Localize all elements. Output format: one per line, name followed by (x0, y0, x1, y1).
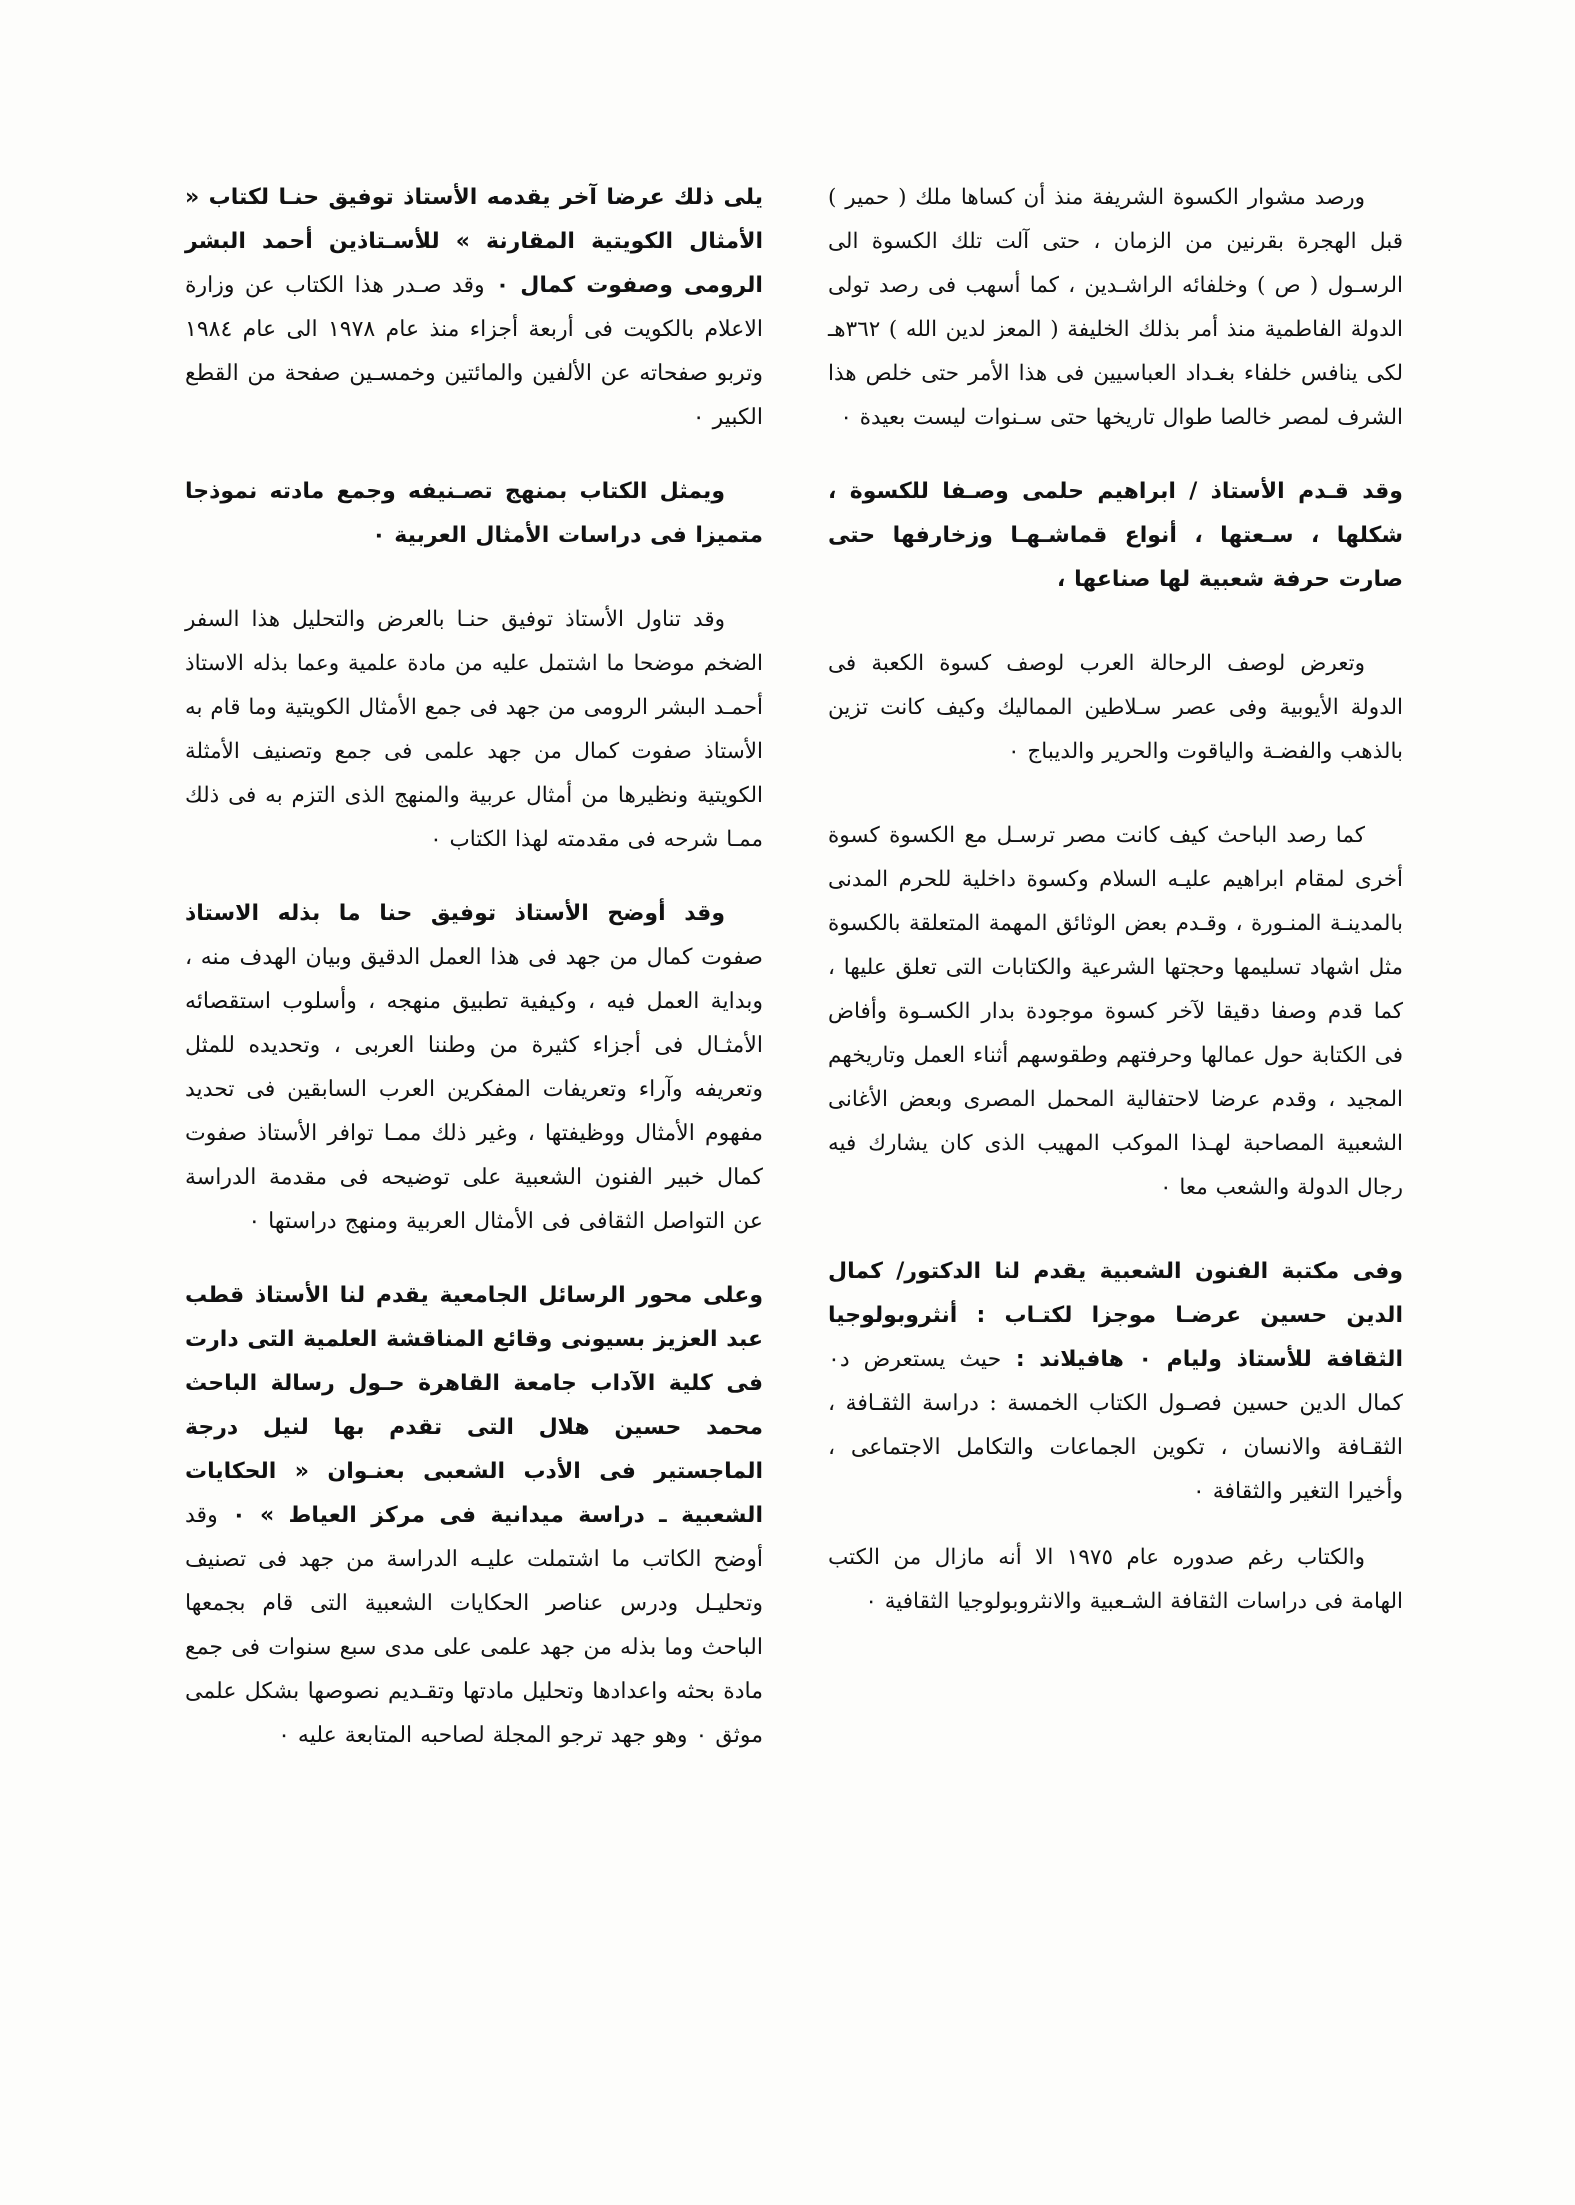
paragraph-bold-text: وقد أوضح الأستاذ توفيق حنا ما بذله الاستاذ (185, 901, 725, 926)
paragraph-bold-text: يلى ذلك عرضا آخر يقدمه الأستاذ توفيق حنـا لكتاب « الأمثال الكويتية المقارنة » للأسـتاذين أحمد البشر الرومى وصفوت كمال ٠ (185, 185, 763, 298)
paragraph-tawfiq-review (185, 598, 763, 862)
paragraph-text: حيث يستعرض د٠ كمال الدين حسين فصـول الكتاب الخمسة : دراسة الثقـافة ، الثقـافة والانسان ، تكوين الجماعات والتكامل الاجتماعى ، وأخيرا التغير والثقافة ٠ (828, 1347, 1403, 1504)
paragraph-kiswa-history (828, 176, 1403, 440)
paragraph-bold-text: وفى مكتبة الفنون الشعبية يقدم لنا الدكتور/ كمال الدين حسين عرضـا موجزا لكتـاب : أنثروبولوجيا الثقافة للأستاذ وليام ٠ هافيلاند : (828, 1259, 1403, 1372)
paragraph-text: والكتاب رغم صدوره عام ١٩٧٥ الا أنه مازال من الكتب الهامة فى دراسات الثقافة الشـعبية والانثروبولوجيا الثقافية ٠ (828, 1545, 1403, 1614)
paragraph-text: وقد قـدم الأستاذ / ابراهيم حلمى وصـفا للكسوة ، شكلها ، سـعتها ، أنواع قماشـهـا وزخارفها حتى صارت حرفة شعبية لها صناعها ، (828, 479, 1403, 592)
paragraph-bold-text: وعلى محور الرسائل الجامعية يقدم لنا الأستاذ قطب عبد العزيز بسيونى وقائع المناقشة العلمية التى دارت فى كلية الآداب جامعة القاهرة حـول رسالة الباحث محمد حسين هلال التى تقدم بها لنيل درجة الماجستير فى الأدب الشعبى بعنـوان « الحكايات الشعبية ـ دراسة ميدانية فى مركز العياط » ٠ (185, 1283, 763, 1528)
paragraph-text: وتعرض لوصف الرحالة العرب لوصف كسوة الكعبة فى الدولة الأيوبية وفى عصر سـلاطين المماليك وكيف كانت تزين بالذهب والفضـة والياقوت والحرير والديباج ٠ (828, 651, 1403, 764)
paragraph-text: كما رصد الباحث كيف كانت مصر ترسـل مع الكسوة كسوة أخرى لمقام ابراهيم عليـه السلام وكسوة داخلية للحرم المدنى بالمدينـة المنـورة ، وقـدم بعض الوثائق المهمة المتعلقة بالكسوة مثل اشهاد تسليمها وحجتها الشرعية والكتابات التى تعلق عليها ، كما قدم وصفا دقيقا لآخر كسوة موجودة بدار الكسـوة وأفاض فى الكتابة حول عمالها وحرفتهم وطقوسهم أثناء العمل وتاريخهم المجيد ، وقدم عرضا لاحتفالية المحمل المصرى وبعض الأغانى الشعبية المصاحبة لهـذا الموكب المهيب الذى كان يشارك فيه رجال الدولة والشعب معا ٠ (828, 823, 1403, 1200)
paragraph-kuwaiti-proverbs (185, 176, 763, 440)
right-column (828, 176, 1403, 1624)
paragraph-text: صفوت كمال من جهد فى هذا العمل الدقيق وبيان الهدف منه ، وبداية العمل فيه ، وكيفية تطبيق منهجه ، وأسلوب استقصائه الأمثـال فى أجزاء كثيرة من وطننا العربى ، وتحديده للمثل وتعريفه وآراء وتعريفات المفكرين العرب السابقين فى تحديد مفهوم الأمثال ووظيفتها ، وغير ذلك ممـا توافر الأستاذ صفوت كمال خبير الفنون الشعبية على توضيحه فى مقدمة الدراسة عن التواصل الثقافى فى الأمثال العربية ومنهج دراستها ٠ (185, 945, 763, 1234)
paragraph-text: وقد تناول الأستاذ توفيق حنـا بالعرض والتحليل هذا السفر الضخم موضحا ما اشتمل عليه من مادة علمية وعما بذله الاستاذ أحمـد البشر الرومى من جهد فى جمع الأمثال الكويتية وما قام به الأستاذ صفوت كمال من جهد علمى فى جمع وتصنيف الأمثلة الكويتية ونظيرها من أمثال عربية والمنهج الذى التزم به فى ذلك ممـا شرحه فى مقدمته لهذا الكتاب ٠ (185, 607, 763, 852)
paragraph-safwat-kamal (185, 892, 763, 1244)
left-column (185, 176, 763, 1758)
paragraph-text: ويمثل الكتاب بمنهج تصـنيفه وجمع مادته نموذجا متميزا فى دراسات الأمثال العربية ٠ (185, 479, 763, 548)
paragraph-researcher (828, 814, 1403, 1210)
paragraph-travelers (828, 642, 1403, 774)
paragraph-book-model (185, 470, 763, 558)
paragraph-text: وقد أوضح الكاتب ما اشتملت عليـه الدراسة من جهد فى تصنيف وتحليـل ودرس عناصر الحكايات الشعبية التى قام بجمعها الباحث وما بذله من جهد علمى على مدى سبع سنوات فى جمع مادة بحثه واعدادها وتحليل مادتها وتقـديم نصوصها بشكل علمى موثق ٠ وهو جهد ترجو المجلة لصاحبه المتابعة عليه ٠ (185, 1503, 763, 1748)
paragraph-text: وقد صـدر هذا الكتاب عن وزارة الاعلام بالكويت فى أربعة أجزاء منذ عام ١٩٧٨ الى عام ١٩٨٤ وتربو صفحاته عن الألفين والمائتين وخمسـين صفحة من القطع الكبير ٠ (185, 273, 763, 430)
paragraph-book-importance (828, 1536, 1403, 1624)
paragraph-university-theses (185, 1274, 763, 1758)
paragraph-text: ورصد مشوار الكسوة الشريفة منذ أن كساها ملك ( حمير ) قبل الهجرة بقرنين من الزمان ، حتى آلت تلك الكسوة الى الرسـول ( ص ) وخلفائه الراشـدين ، كما أسهب فى رصد تولى الدولة الفاطمية منذ أمر بذلك الخليفة ( المعز لدين الله ) ٣٦٢هـ لكى ينافس خلفاء بغـداد العباسيين فى هذا الأمر حتى خلص هذا الشرف لمصر خالصا طوال تاريخها حتى سـنوات ليست بعيدة ٠ (828, 185, 1403, 430)
paragraph-folk-library (828, 1250, 1403, 1514)
paragraph-ibrahim-helmy (828, 470, 1403, 602)
